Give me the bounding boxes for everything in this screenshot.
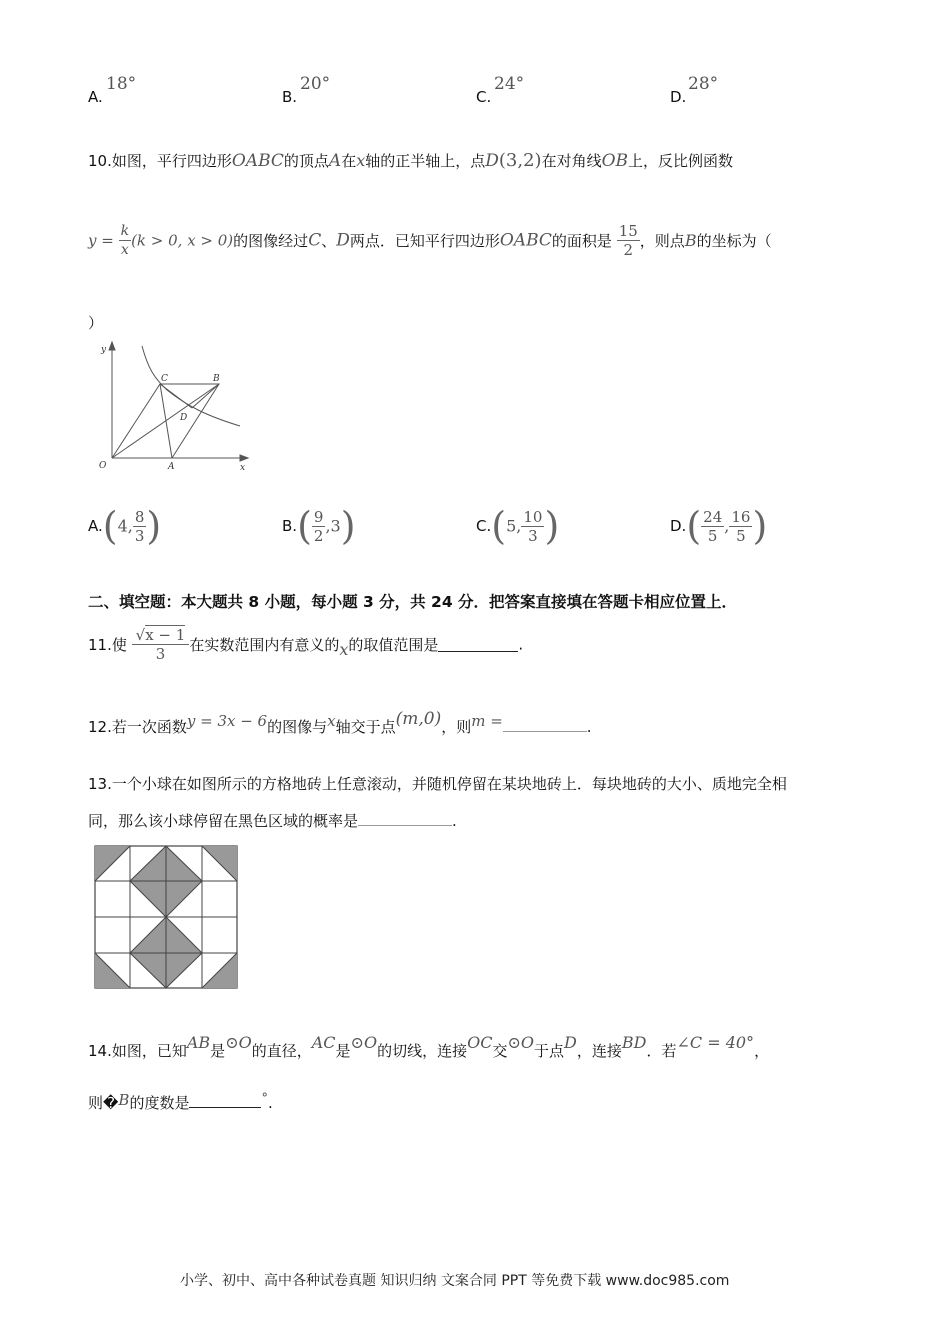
q10-close-paren: ） <box>88 314 104 332</box>
label-o: O <box>99 461 107 471</box>
q10-line1: 10.如图，平行四边形OABC的顶点A在x轴的正半轴上，点D(3,2)在对角线OB上，反比例函数 <box>88 150 734 171</box>
q13-tile-figure <box>94 845 238 989</box>
q9-option-d-value: 28° <box>688 74 719 94</box>
q13-line2: 同，那么该小球停留在黑色区域的概率是 . <box>88 812 457 830</box>
hyperbola-curve <box>142 346 240 426</box>
area-fraction: $\frac{15}{2}$ <box>618 222 638 259</box>
diagonal-segment <box>160 384 172 458</box>
answer-blank-11[interactable] <box>438 637 518 652</box>
label-x: x <box>240 463 246 473</box>
q10-option-d: D.( $\frac{24}{5}$ , $\frac{16}{5}$ ) <box>670 504 768 548</box>
q13-line1: 13.一个小球在如图所示的方格地砖上任意滚动，并随机停留在某块地砖上．每块地砖的大小、质地完全相 <box>88 775 787 793</box>
sqrt-fraction: $\frac{√x - 1}{3}$ <box>132 626 190 663</box>
x-axis-arrow <box>240 455 248 461</box>
answer-blank-14[interactable] <box>189 1093 261 1108</box>
answer-blank-12[interactable] <box>503 717 587 732</box>
q10-option-a: A.(4, $\frac{8}{3}$ ) <box>88 504 162 548</box>
answer-blank-13[interactable] <box>358 811 452 826</box>
footer: 小学、初中、高中各种试卷真题 知识归纳 文案合同 PPT 等免费下载 www.doc985.com <box>180 1273 730 1289</box>
label-c: C <box>161 374 168 384</box>
q10-option-b: B.( $\frac{9}{2}$ ,3) <box>282 504 356 548</box>
q10-line2: y = $\frac{k}{x}$ (k > 0, x > 0)的图像经过C、D两点．已知平行四边形OABC的面积是 $\frac{15}{2}$ ，则点B的坐标为（ <box>88 222 772 259</box>
q9-option-b-value: 20° <box>300 74 331 94</box>
y-axis-arrow <box>109 342 115 350</box>
q9-option-c-value: 24° <box>494 74 525 94</box>
q9-option-d: D. <box>670 88 687 106</box>
q11: 11.使 $\frac{√x - 1}{3}$ 在实数范围内有意义的x的取值范围是 . <box>88 626 524 663</box>
label-y: y <box>101 345 107 355</box>
q12: 12.若一次函数y = 3x − 6的图像与x轴交于点(m,0)，则m = . <box>88 709 592 736</box>
label-d: D <box>180 413 188 423</box>
q9-option-a-value: 18° <box>106 74 137 94</box>
label-a: A <box>168 462 175 472</box>
q9-option-b: B. <box>282 88 298 106</box>
q14-line2: 则�B的度数是 °. <box>88 1091 273 1112</box>
section-heading: 二、填空题：本大题共 8 小题，每小题 3 分，共 24 分．把答案直接填在答题卡相应位置上． <box>88 593 738 611</box>
k-over-x-fraction: $\frac{k}{x}$ <box>120 223 130 258</box>
q14-line1: 14.如图，已知AB是⊙O的直径，AC是⊙O的切线，连接OC交⊙O于点D，连接BD．若∠C = 40°， <box>88 1033 770 1060</box>
q9-option-a: A. <box>88 88 103 106</box>
label-b: B <box>213 374 220 384</box>
q9-option-c: C. <box>476 88 492 106</box>
q10-option-c: C.(5, $\frac{10}{3}$ ) <box>476 504 560 548</box>
q10-figure <box>92 338 252 476</box>
